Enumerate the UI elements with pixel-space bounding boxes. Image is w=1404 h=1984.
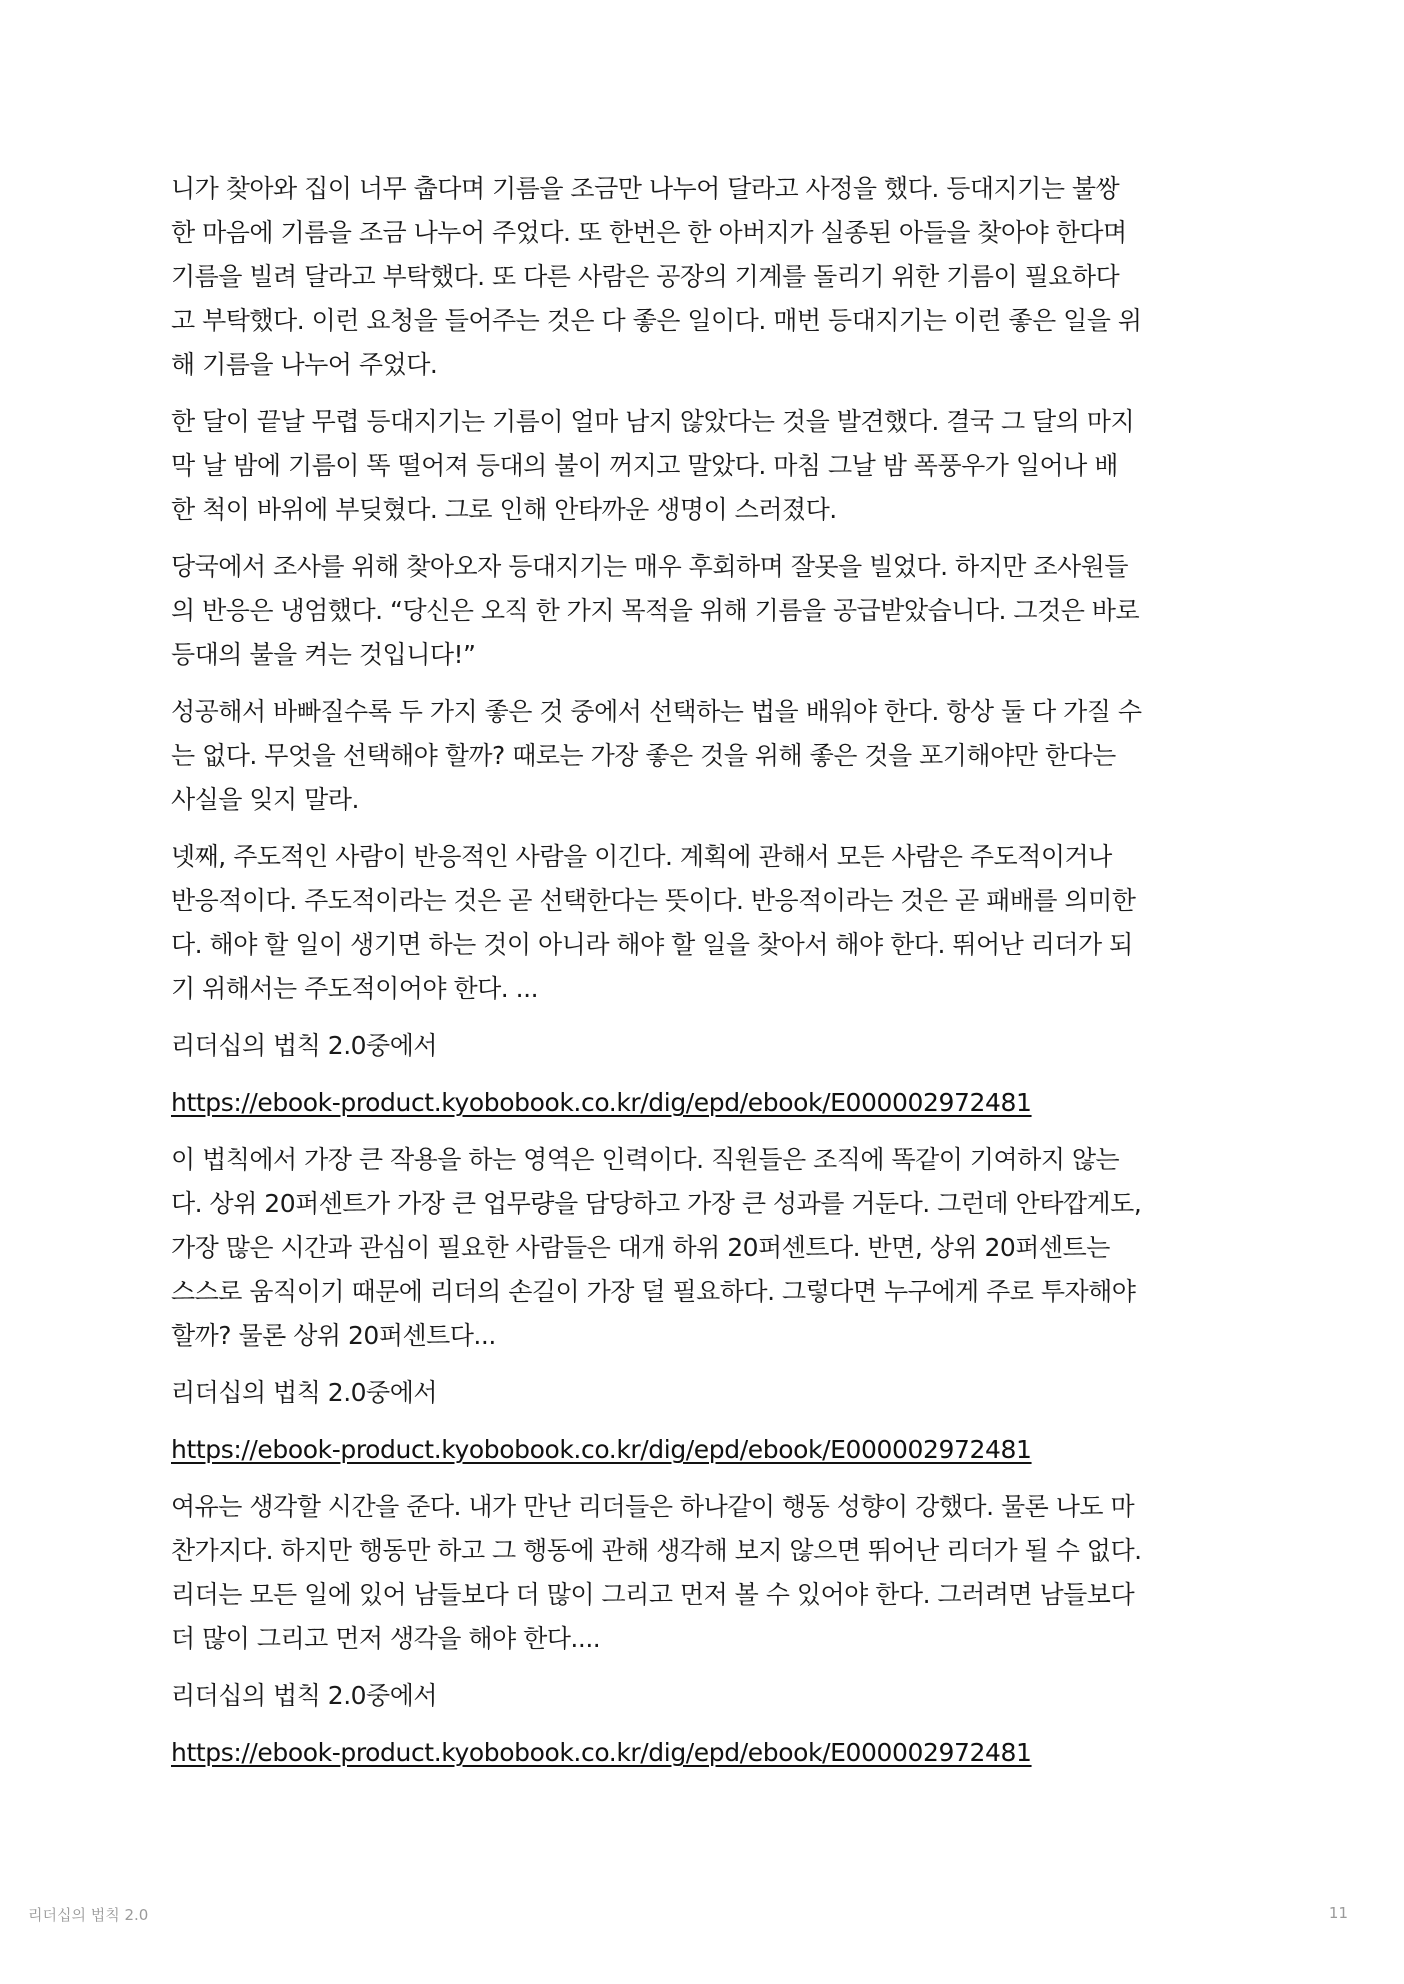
ebook-link[interactable]: https://ebook-product.kyobobook.co.kr/dig/epd/ebook/E000002972481 bbox=[171, 1435, 1032, 1464]
source-citation: 리더십의 법칙 2.0중에서 bbox=[171, 1681, 438, 1710]
text-line: 기 위해서는 주도적이어야 한다. ... bbox=[171, 974, 539, 1003]
text-line: 기름을 빌려 달라고 부탁했다. 또 다른 사람은 공장의 기계를 돌리기 위한 기름이 필요하다 bbox=[171, 262, 1120, 291]
paragraph bbox=[171, 167, 1241, 387]
ebook-link[interactable]: https://ebook-product.kyobobook.co.kr/dig/epd/ebook/E000002972481 bbox=[171, 1738, 1032, 1767]
ebook-link[interactable]: https://ebook-product.kyobobook.co.kr/dig/epd/ebook/E000002972481 bbox=[171, 1088, 1032, 1117]
text-line: 막 날 밤에 기름이 똑 떨어져 등대의 불이 꺼지고 말았다. 마침 그날 밤 폭풍우가 일어나 배 bbox=[171, 451, 1118, 480]
paragraph bbox=[171, 1485, 1241, 1661]
text-line: 한 달이 끝날 무렵 등대지기는 기름이 얼마 남지 않았다는 것을 발견했다. 결국 그 달의 마지 bbox=[171, 407, 1135, 436]
text-line: 이 법칙에서 가장 큰 작용을 하는 영역은 인력이다. 직원들은 조직에 똑같이 기여하지 않는 bbox=[171, 1145, 1120, 1174]
paragraph bbox=[171, 690, 1241, 822]
text-line: 리더는 모든 일에 있어 남들보다 더 많이 그리고 먼저 볼 수 있어야 한다. 그러려면 남들보다 bbox=[171, 1580, 1135, 1609]
text-line: 는 없다. 무엇을 선택해야 할까? 때로는 가장 좋은 것을 위해 좋은 것을 포기해야만 한다는 bbox=[171, 741, 1116, 770]
text-line: 니가 찾아와 집이 너무 춥다며 기름을 조금만 나누어 달라고 사정을 했다. 등대지기는 불쌍 bbox=[171, 174, 1120, 203]
paragraph bbox=[171, 400, 1241, 532]
text-line: 더 많이 그리고 먼저 생각을 해야 한다.... bbox=[171, 1624, 601, 1653]
footer-book-title: 리더십의 법칙 2.0 bbox=[28, 1906, 149, 1924]
text-line: 한 척이 바위에 부딪혔다. 그로 인해 안타까운 생명이 스러졌다. bbox=[171, 495, 837, 524]
text-line: 성공해서 바빠질수록 두 가지 좋은 것 중에서 선택하는 법을 배워야 한다. 항상 둘 다 가질 수 bbox=[171, 697, 1142, 726]
text-line: 스스로 움직이기 때문에 리더의 손길이 가장 덜 필요하다. 그렇다면 누구에게 주로 투자해야 bbox=[171, 1277, 1136, 1306]
text-line: 등대의 불을 켜는 것입니다!” bbox=[171, 640, 476, 669]
text-line: 다. 상위 20퍼센트가 가장 큰 업무량을 담당하고 가장 큰 성과를 거둔다. 그런데 안타깝게도, bbox=[171, 1189, 1142, 1218]
page-content bbox=[171, 167, 1241, 1788]
text-line: 할까? 물론 상위 20퍼센트다... bbox=[171, 1321, 496, 1350]
text-line: 여유는 생각할 시간을 준다. 내가 만난 리더들은 하나같이 행동 성향이 강했다. 물론 나도 마 bbox=[171, 1492, 1135, 1521]
text-line: 의 반응은 냉엄했다. “당신은 오직 한 가지 목적을 위해 기름을 공급받았습니다. 그것은 바로 bbox=[171, 596, 1140, 625]
paragraph bbox=[171, 1138, 1241, 1358]
paragraph bbox=[171, 545, 1241, 677]
text-line: 사실을 잊지 말라. bbox=[171, 785, 359, 814]
source-citation: 리더십의 법칙 2.0중에서 bbox=[171, 1378, 438, 1407]
paragraph bbox=[171, 835, 1241, 1011]
text-line: 가장 많은 시간과 관심이 필요한 사람들은 대개 하위 20퍼센트다. 반면, 상위 20퍼센트는 bbox=[171, 1233, 1110, 1262]
page-number: 11 bbox=[1328, 1904, 1348, 1922]
source-citation: 리더십의 법칙 2.0중에서 bbox=[171, 1031, 438, 1060]
text-line: 다. 해야 할 일이 생기면 하는 것이 아니라 해야 할 일을 찾아서 해야 한다. 뛰어난 리더가 되 bbox=[171, 930, 1133, 959]
text-line: 반응적이다. 주도적이라는 것은 곧 선택한다는 뜻이다. 반응적이라는 것은 곧 패배를 의미한 bbox=[171, 886, 1136, 915]
text-line: 찬가지다. 하지만 행동만 하고 그 행동에 관해 생각해 보지 않으면 뛰어난 리더가 될 수 없다. bbox=[171, 1536, 1142, 1565]
text-line: 한 마음에 기름을 조금 나누어 주었다. 또 한번은 한 아버지가 실종된 아들을 찾아야 한다며 bbox=[171, 218, 1127, 247]
text-line: 넷째, 주도적인 사람이 반응적인 사람을 이긴다. 계획에 관해서 모든 사람은 주도적이거나 bbox=[171, 842, 1112, 871]
text-line: 고 부탁했다. 이런 요청을 들어주는 것은 다 좋은 일이다. 매번 등대지기는 이런 좋은 일을 위 bbox=[171, 306, 1142, 335]
text-line: 해 기름을 나누어 주었다. bbox=[171, 350, 438, 379]
text-line: 당국에서 조사를 위해 찾아오자 등대지기는 매우 후회하며 잘못을 빌었다. 하지만 조사원들 bbox=[171, 552, 1128, 581]
